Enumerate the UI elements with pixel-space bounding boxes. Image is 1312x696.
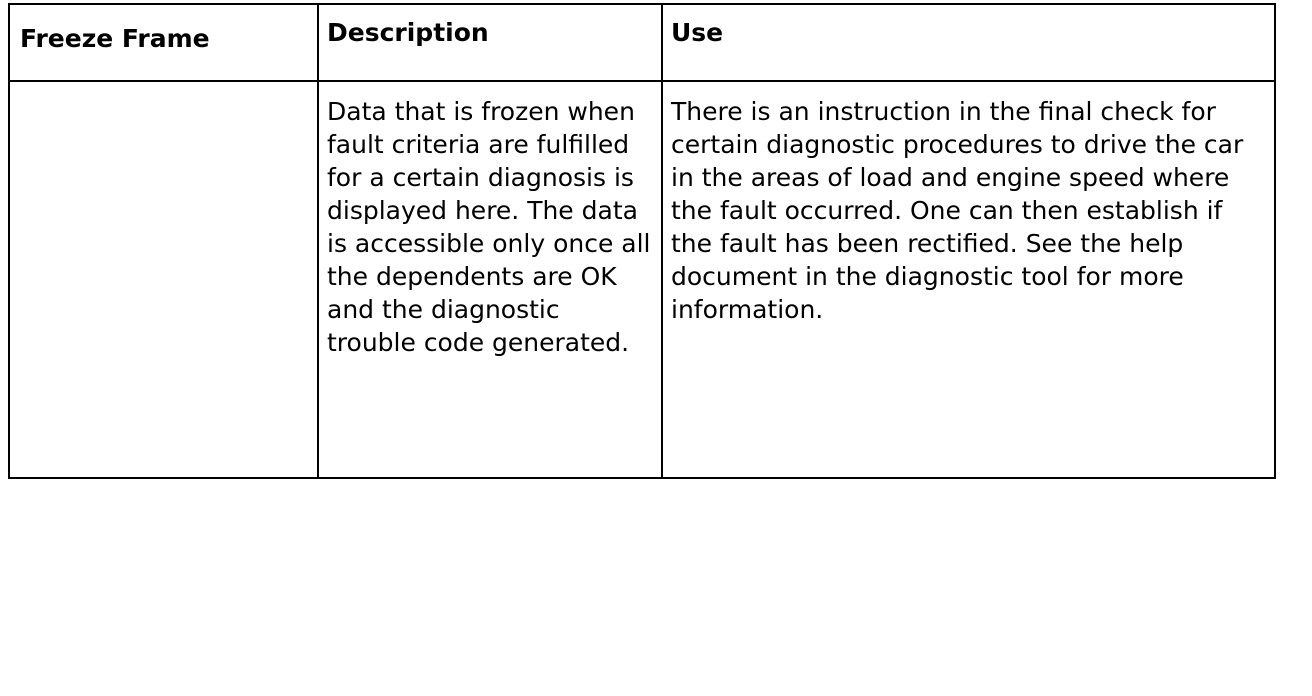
cell-use-text: There is an instruction in the final check for certain diagnostic procedures to drive the car in the areas of load and engine speed where the fault occurred. One can then establish if the fault has been rectified. See the help document in the diagnostic tool for more information. xyxy=(671,97,1244,324)
table-row xyxy=(9,81,1275,478)
header-description: Description xyxy=(318,4,662,81)
cell-name xyxy=(9,81,318,478)
table-header-row xyxy=(9,4,1275,81)
header-use: Use xyxy=(662,4,1275,81)
cell-use xyxy=(662,81,1275,478)
cell-description-text: Data that is frozen when fault criteria are fulfilled for a certain diagnosis is displayed here. The data is accessible only once all the dependents are OK and the diagnostic trouble code generated. xyxy=(327,97,651,357)
header-freeze-frame: Freeze Frame xyxy=(9,4,318,81)
freeze-frame-table xyxy=(8,3,1276,479)
cell-description xyxy=(318,81,662,478)
